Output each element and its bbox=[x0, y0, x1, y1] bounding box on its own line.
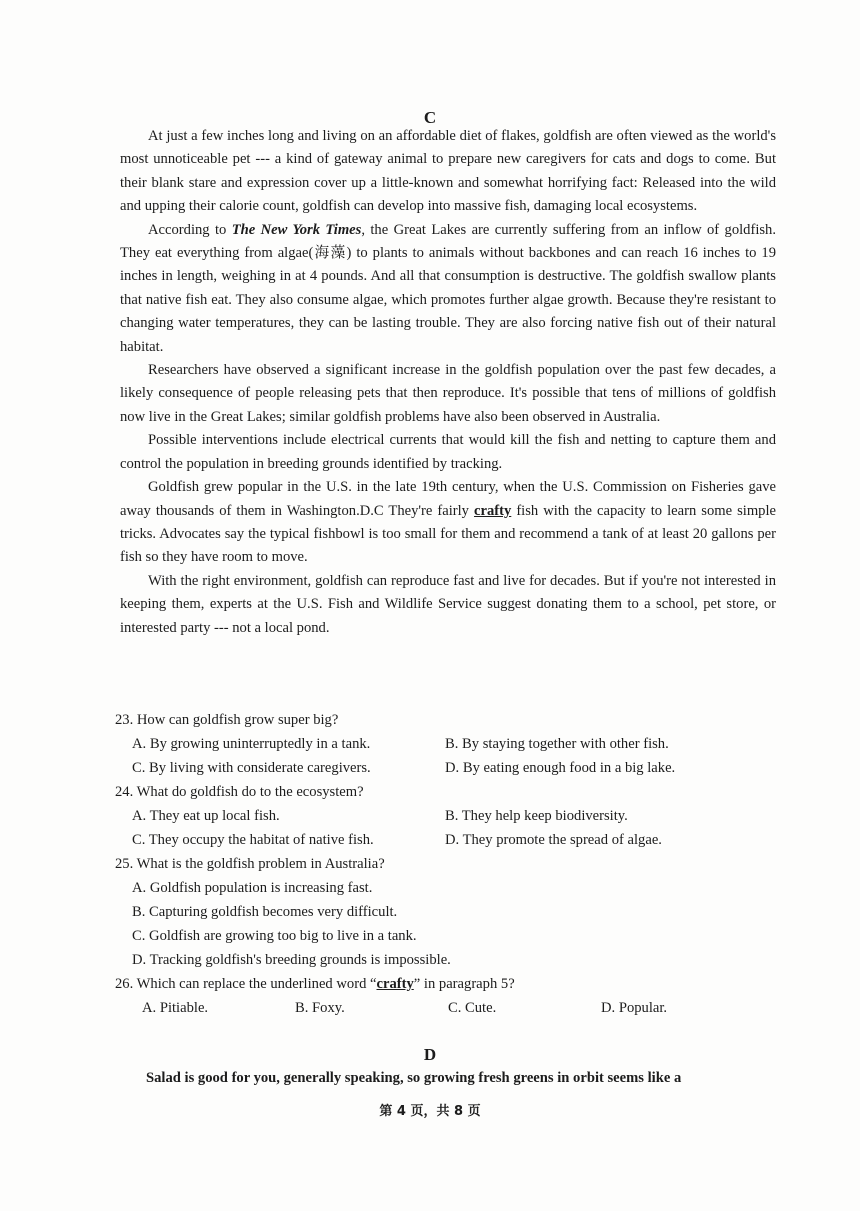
passage-c bbox=[120, 125, 776, 640]
underlined-word-crafty: crafty bbox=[474, 502, 512, 519]
question-26 bbox=[115, 972, 785, 1020]
question-24 bbox=[115, 780, 785, 852]
paragraph-4 bbox=[120, 429, 776, 476]
question-26-option-b: B. Foxy. bbox=[295, 1000, 345, 1016]
question-26-stem bbox=[115, 972, 785, 996]
question-25-option-a: A. Goldfish population is increasing fast. bbox=[132, 880, 373, 896]
question-24-stem: 24. What do goldfish do to the ecosystem? bbox=[115, 784, 364, 800]
section-c-heading: C bbox=[423, 108, 437, 127]
question-24-option-c: C. They occupy the habitat of native fish. bbox=[132, 832, 374, 848]
page-footer: 第 4 页，共 8 页 bbox=[379, 1104, 481, 1119]
newspaper-title: The New York Times bbox=[231, 221, 362, 238]
paragraph-3-text: Researchers have observed a significant increase in the goldfish population over the past few decades, a likely consequence of people releasing pets that then reproduce. It's possible that tens of millions of goldfish now live in the Great Lakes; similar goldfish problems have also been observed in Australia. bbox=[120, 362, 776, 425]
question-23-option-c: C. By living with considerate caregivers. bbox=[132, 760, 371, 776]
question-26-stem-b: ” in paragraph 5? bbox=[413, 976, 515, 992]
question-23-option-a: A. By growing uninterruptedly in a tank. bbox=[132, 736, 371, 752]
question-26-option-a: A. Pitiable. bbox=[142, 1000, 209, 1016]
question-24-option-d: D. They promote the spread of algae. bbox=[445, 832, 662, 848]
question-25-option-d: D. Tracking goldfish's breeding grounds is impossible. bbox=[132, 952, 451, 968]
paragraph-6-text: With the right environment, goldfish can reproduce fast and live for decades. But if you're not interested in keeping them, experts at the U.S. Fish and Wildlife Service suggest donating them to a school, pet store, or interested party --- not a local pond. bbox=[120, 572, 776, 636]
question-23 bbox=[115, 708, 785, 780]
question-26-option-c: C. Cute. bbox=[448, 1000, 497, 1016]
paragraph-1-text: At just a few inches long and living on an affordable diet of flakes, goldfish are often viewed as the world's most unnoticeable pet --- a kind of gateway animal to prepare new caregivers for cats and dogs to come. But their blank stare and expression cover up a little-known and somewhat horrifying fact: Released into the wild and upping their calorie count, goldfish can develop into massive fish, damaging local ecosystems. bbox=[120, 128, 776, 215]
question-24-option-b: B. They help keep biodiversity. bbox=[445, 808, 628, 824]
paragraph-5-text-a: Goldfish grew popular in the U.S. in the late 19th century, when the U.S. Commission on Fisheries gave away thousands of them in Washington.D.C They're fairly bbox=[120, 479, 776, 519]
question-26-underlined-word: crafty bbox=[376, 976, 414, 992]
paragraph-4-text: Possible interventions include electrical currents that would kill the fish and netting to capture them and control the population in breeding grounds identified by tracking. bbox=[120, 432, 776, 472]
question-list bbox=[115, 708, 785, 1020]
paragraph-2-text-a: According to bbox=[148, 221, 232, 238]
section-d-heading: D bbox=[423, 1045, 437, 1064]
question-25-stem: 25. What is the goldfish problem in Australia? bbox=[115, 856, 385, 872]
question-24-option-a: A. They eat up local fish. bbox=[132, 808, 280, 824]
question-25 bbox=[115, 852, 785, 972]
question-23-stem: 23. How can goldfish grow super big? bbox=[115, 712, 339, 728]
paragraph-3 bbox=[120, 359, 776, 429]
question-26-option-d: D. Popular. bbox=[601, 1000, 668, 1016]
question-26-stem-a: 26. Which can replace the underlined word “ bbox=[115, 976, 377, 992]
paragraph-2-text-b: , the Great Lakes are currently suffering from an inflow of goldfish. They eat everything from algae(海藻) to plants to animals without backbones and can reach 16 inches to 19 inches in length, weighing in at 4 pounds. And all that consumption is destructive. The goldfish swallow plants that native fish eat. They also consume algae, which promotes further algae growth. Because they're resistant to changing water temperatures, they can be lasting trouble. They are also forcing native fish out of their natural habitat. bbox=[120, 221, 777, 355]
question-23-option-d: D. By eating enough food in a big lake. bbox=[445, 760, 676, 776]
question-23-option-b: B. By staying together with other fish. bbox=[445, 736, 669, 752]
paragraph-5 bbox=[120, 476, 776, 570]
paragraph-1 bbox=[120, 125, 776, 219]
paragraph-6 bbox=[120, 570, 776, 640]
paragraph-5-text-b: fish with the capacity to learn some simple tricks. Advocates say the typical fishbowl is too small for them and recommend a tank of at least 20 gallons per fish so they have room to move. bbox=[120, 502, 777, 566]
passage-d-first-line: Salad is good for you, generally speaking, so growing fresh greens in orbit seems like a bbox=[146, 1070, 682, 1086]
paragraph-2 bbox=[120, 219, 776, 359]
question-25-option-b: B. Capturing goldfish becomes very difficult. bbox=[132, 904, 398, 920]
question-25-option-c: C. Goldfish are growing too big to live in a tank. bbox=[132, 928, 417, 944]
